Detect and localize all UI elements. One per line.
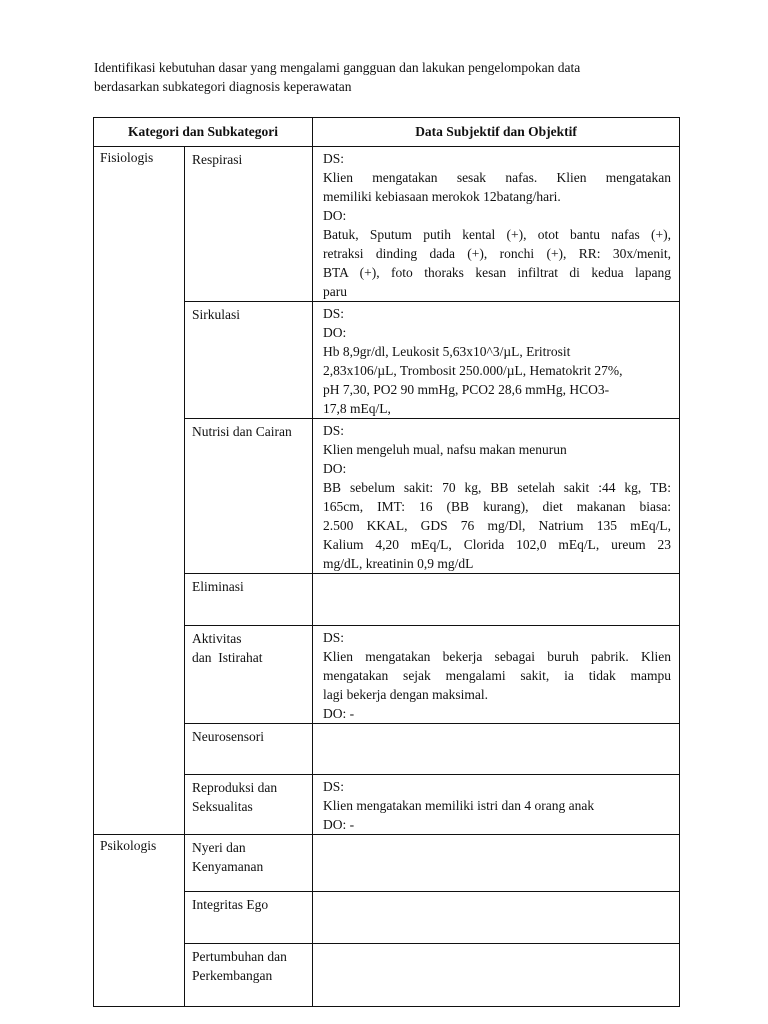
instruction-line-2: berdasarkan subkategori diagnosis keperawatan [94,79,352,94]
do-label: DO: [323,208,347,223]
subcategory-eliminasi: Eliminasi [185,574,313,626]
data-nyeri [313,835,680,892]
data-line: Kalium 4,20 mEq/L, Clorida 102,0 mEq/L, ureum 23 [323,537,672,552]
ds-label: DS: [323,423,345,438]
data-nutrisi [313,419,680,574]
data-line: mengatakan sejak mengalami sakit, ia tidak mampu [323,668,672,683]
ds-label: DS: [323,306,345,321]
data-line: memiliki kebiasaan merokok 12batang/hari. [323,189,561,204]
subcategory-sirkulasi: Sirkulasi [185,302,313,419]
table-row [94,724,680,775]
category-fisiologis: Fisiologis [94,147,185,302]
subcategory-reproduksi [185,775,313,835]
data-sirkulasi [313,302,680,419]
data-neurosensori [313,724,680,775]
subcategory-nutrisi: Nutrisi dan Cairan [185,419,313,574]
ds-label: DS: [323,630,345,645]
data-line: 165cm, IMT: 16 (BB kurang), diet makanan biasa: [323,499,672,514]
do-label: DO: - [323,817,355,832]
data-line: Klien mengatakan sesak nafas. Klien mengatakan [323,170,672,185]
table-row [94,944,680,1007]
nursing-data-table [93,117,680,1007]
table-row [94,302,680,419]
data-line: retraksi dinding dada (+), ronchi (+), RR: 30x/menit, [323,246,672,261]
data-line: 2.500 KKAL, GDS 76 mg/Dl, Natrium 135 mEq/L, [323,518,672,533]
subcategory-line: Nyeri dan [192,840,246,855]
data-integritas [313,892,680,944]
subcategory-line: dan Istirahat [192,650,263,665]
data-line: pH 7,30, PO2 90 mmHg, PCO2 28,6 mmHg, HCO3- [323,382,610,397]
subcategory-line: Seksualitas [192,799,253,814]
subcategory-nyeri [185,835,313,892]
data-line: Klien mengatakan memiliki istri dan 4 orang anak [323,798,595,813]
data-line: paru [323,284,348,299]
subcategory-line: Pertumbuhan dan [192,949,287,964]
table-row [94,626,680,724]
instruction-line-1: Identifikasi kebutuhan dasar yang mengalami gangguan dan lakukan pengelompokan data [94,60,581,75]
data-pertumbuhan [313,944,680,1007]
ds-label: DS: [323,779,345,794]
table-row [94,147,680,302]
data-line: Hb 8,9gr/dl, Leukosit 5,63x10^3/µL, Eritrosit [323,344,571,359]
do-label: DO: [323,325,347,340]
data-line: Klien mengeluh mual, nafsu makan menurun [323,442,567,457]
table-header-row [94,118,680,147]
data-line: BB sebelum sakit: 70 kg, BB setelah sakit :44 kg, TB: [323,480,672,495]
data-line: 2,83x106/µL, Trombosit 250.000/µL, Hematokrit 27%, [323,363,623,378]
data-reproduksi [313,775,680,835]
subcategory-line: Aktivitas [192,631,242,646]
table-row [94,775,680,835]
subcategory-respirasi: Respirasi [185,147,313,302]
header-category: Kategori dan Subkategori [94,118,313,147]
subcategory-pertumbuhan [185,944,313,1007]
subcategory-neurosensori: Neurosensori [185,724,313,775]
table-row [94,419,680,574]
data-line: Batuk, Sputum putih kental (+), otot bantu nafas (+), [323,227,672,242]
data-line: lagi bekerja dengan maksimal. [323,687,488,702]
do-label: DO: - [323,706,355,721]
subcategory-line: Kenyamanan [192,859,264,874]
category-psikologis: Psikologis [94,835,185,892]
data-aktivitas [313,626,680,724]
do-label: DO: [323,461,347,476]
subcategory-aktivitas [185,626,313,724]
table-row [94,835,680,892]
table-row [94,574,680,626]
subcategory-line: Reproduksi dan [192,780,278,795]
subcategory-integritas: Integritas Ego [185,892,313,944]
data-eliminasi [313,574,680,626]
data-respirasi [313,147,680,302]
data-line: Klien mengatakan bekerja sebagai buruh pabrik. Klien [323,649,672,664]
instruction-text [94,58,674,96]
table-row [94,892,680,944]
data-line: BTA (+), foto thoraks kesan infiltrat di kedua lapang [323,265,672,280]
ds-label: DS: [323,151,345,166]
header-data: Data Subjektif dan Objektif [313,118,680,147]
data-line: 17,8 mEq/L, [323,401,391,416]
subcategory-line: Perkembangan [192,968,273,983]
data-line: mg/dL, kreatinin 0,9 mg/dL [323,556,474,571]
